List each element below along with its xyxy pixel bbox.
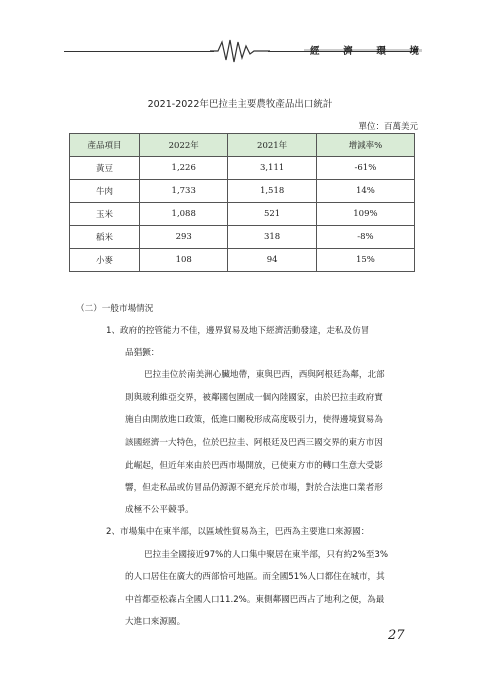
table-cell: 玉米 <box>70 203 140 226</box>
table-row <box>70 180 415 203</box>
table-cell: 1,733 <box>140 180 228 203</box>
table-cell: 3,111 <box>228 157 316 180</box>
table-cell: 521 <box>228 203 316 226</box>
table-cell: 293 <box>140 226 228 249</box>
section-label <box>310 43 420 57</box>
paragraph-line: 大進口來源國。 <box>125 617 186 627</box>
paragraph-line: 成極不公平競爭。 <box>125 505 194 515</box>
column-header: 2022年 <box>140 134 228 157</box>
paragraph-line: 巴拉圭位於南美洲心臟地帶，東與巴西，西與阿根廷為鄰，北部 <box>144 370 385 380</box>
table-row <box>70 157 415 180</box>
section-heading: （二）一般市場情況 <box>76 304 154 314</box>
paragraph-line: 該國經濟一大特色，位於巴拉圭、阿根廷及巴西三國交界的東方市因 <box>125 438 383 448</box>
paragraph-line: 則與玻利維亞交界，被鄰國包圍成一個內陸國家，由於巴拉圭政府實 <box>125 393 383 403</box>
paragraph-line: 施自由開放進口政策，低進口關稅形成高度吸引力，使得邊境貿易為 <box>125 415 383 425</box>
table-cell: -61% <box>316 157 414 180</box>
table-cell: 黃豆 <box>70 157 140 180</box>
table-header-row <box>70 134 415 157</box>
table-row <box>70 226 415 249</box>
table-cell: 109% <box>316 203 414 226</box>
paragraph-line: 的人口居住在廣大的西部恰可地區。而全國51%人口都住在城市，其 <box>125 572 385 582</box>
table-cell: 94 <box>228 249 316 272</box>
table-cell: 稻米 <box>70 226 140 249</box>
table-row <box>70 249 415 272</box>
page-header <box>0 0 480 70</box>
column-header: 增減率% <box>316 134 414 157</box>
paragraph-line: 此崛起，但近年來由於巴西市場開放，已使東方市的轉口生意大受影 <box>125 461 383 471</box>
table-title: 2021-2022年巴拉圭主要農牧產品出口統計 <box>147 99 333 110</box>
section-char: 境 <box>409 46 420 57</box>
table-cell: 1,088 <box>140 203 228 226</box>
paragraph-line: 品猖獗： <box>125 348 160 358</box>
export-table <box>69 133 415 272</box>
table-cell: 1,518 <box>228 180 316 203</box>
table-cell: 牛肉 <box>70 180 140 203</box>
section-char: 經 <box>310 46 321 57</box>
paragraph-line: 2、市場集中在東半部，以區域性貿易為主，巴西為主要進口來源國： <box>106 527 370 537</box>
pulse-wave-icon <box>210 36 270 66</box>
section-char: 環 <box>376 46 387 57</box>
table-cell: 14% <box>316 180 414 203</box>
header-rule-left <box>64 51 214 52</box>
section-char: 濟 <box>343 46 354 57</box>
column-header: 2021年 <box>228 134 316 157</box>
table-cell: 1,226 <box>140 157 228 180</box>
page-number: 27 <box>388 628 405 643</box>
table-cell: 108 <box>140 249 228 272</box>
table-cell: 小麥 <box>70 249 140 272</box>
column-header: 產品項目 <box>70 134 140 157</box>
paragraph-line: 1、政府的控管能力不佳，邊界貿易及地下經濟活動發達，走私及仿冒 <box>106 326 370 336</box>
paragraph-line: 中首都亞松森占全國人口11.2%。東側鄰國巴西占了地利之便，為最 <box>125 595 385 605</box>
paragraph-line: 巴拉圭全國接近97%的人口集中聚居在東半部，只有約2%至3% <box>144 550 389 560</box>
table-cell: -8% <box>316 226 414 249</box>
table-unit: 單位：百萬美元 <box>358 122 418 132</box>
paragraph-line: 響，但走私品或仿冒品仍源源不絕充斥於市場，對於合法進口業者形 <box>125 483 383 493</box>
table-row <box>70 203 415 226</box>
table-cell: 318 <box>228 226 316 249</box>
table-cell: 15% <box>316 249 414 272</box>
